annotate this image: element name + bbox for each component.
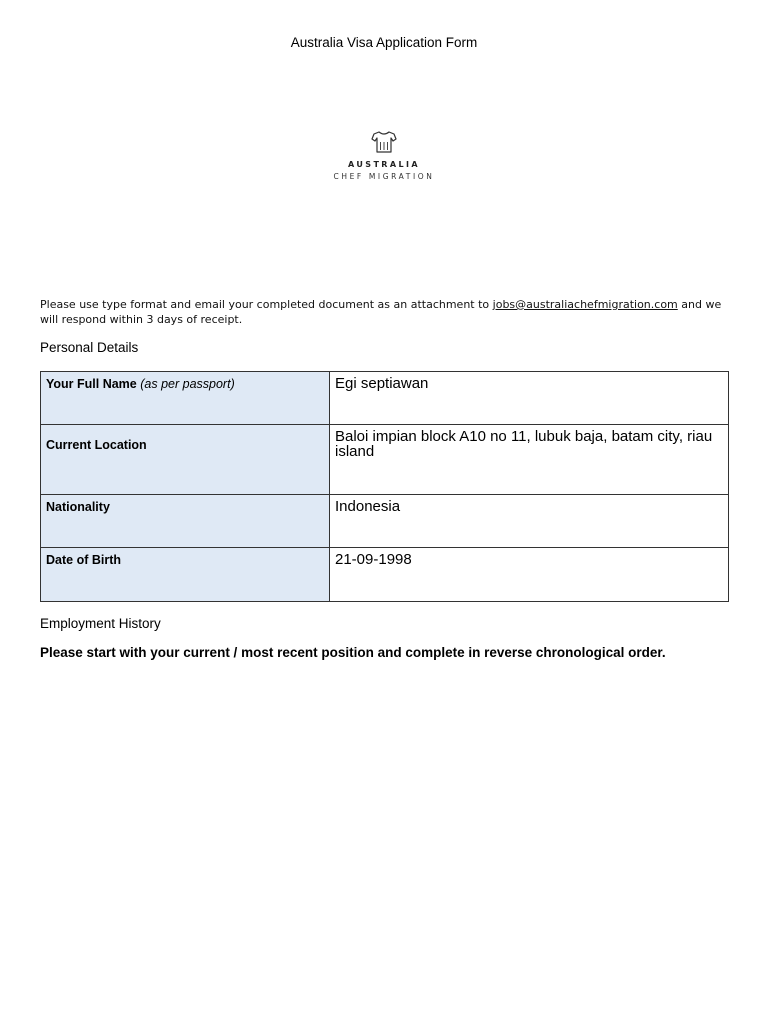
submission-instructions — [40, 297, 730, 327]
full-name-label — [41, 372, 330, 425]
nationality-field[interactable]: Indonesia — [330, 495, 729, 548]
full-name-field[interactable]: Egi septiawan — [330, 372, 729, 425]
nationality-label: Nationality — [41, 495, 330, 548]
date-of-birth-label: Date of Birth — [41, 548, 330, 602]
company-logo — [300, 130, 468, 181]
personal-details-heading: Personal Details — [40, 340, 139, 355]
chef-jacket-icon — [370, 130, 398, 154]
employment-history-heading: Employment History — [40, 616, 161, 631]
current-location-field[interactable]: Baloi impian block A10 no 11, lubuk baja, batam city, riau island — [330, 425, 729, 495]
instruction-text-before: Please use type format and email your completed document as an attachment to — [40, 298, 493, 311]
document-title: Australia Visa Application Form — [290, 35, 478, 50]
table-row-current-location — [41, 425, 729, 495]
table-row-date-of-birth — [41, 548, 729, 602]
current-location-label: Current Location — [41, 425, 330, 495]
logo-text-chef-migration: CHEF MIGRATION — [333, 172, 435, 181]
date-of-birth-field[interactable]: 21-09-1998 — [330, 548, 729, 602]
table-row-full-name — [41, 372, 729, 425]
passport-note: (as per passport) — [140, 377, 235, 391]
logo-text-australia: AUSTRALIA — [348, 160, 420, 169]
personal-details-table — [40, 371, 729, 602]
full-name-label-text: Your Full Name — [46, 377, 137, 391]
table-row-nationality — [41, 495, 729, 548]
instruction-text-after: and we will respond within 3 days of receipt. — [40, 298, 722, 326]
email-link[interactable]: jobs@australiachefmigration.com — [492, 298, 678, 311]
employment-instruction: Please start with your current / most recent position and complete in reverse chronological order. — [40, 645, 666, 660]
